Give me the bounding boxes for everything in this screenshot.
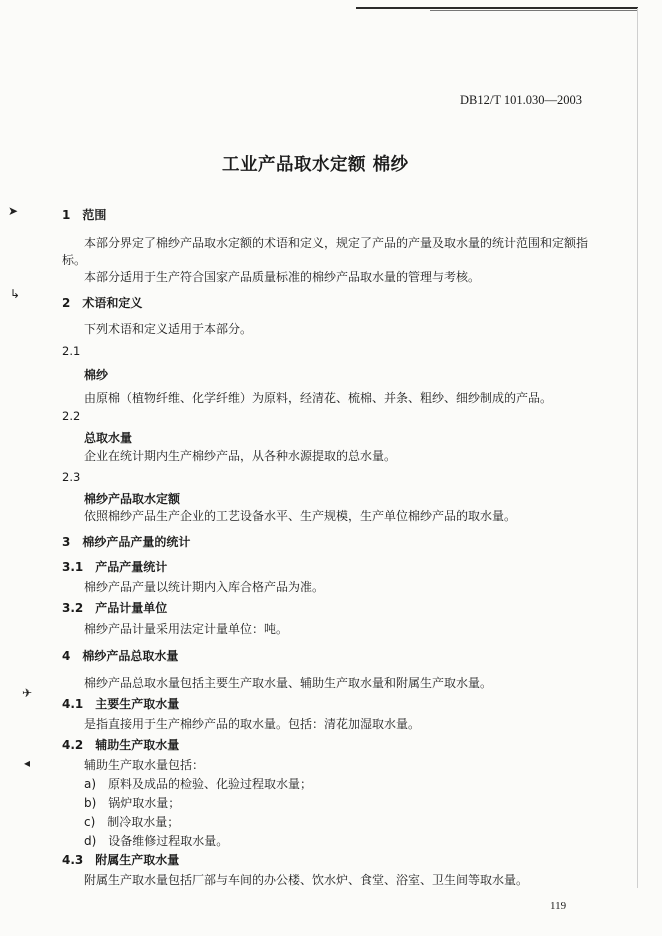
margin-mark: ◂ [24,756,31,770]
paragraph: 附属生产取水量包括厂部与车间的办公楼、饮水炉、食堂、浴室、卫生间等取水量。 [84,873,529,887]
paragraph: 棉纱产品总取水量包括主要生产取水量、辅助生产取水量和附属生产取水量。 [84,676,493,690]
subsection-heading: 4.2 辅助生产取水量 [62,738,180,752]
term-definition: 依照棉纱产品生产企业的工艺设备水平、生产规模，生产单位棉纱产品的取水量。 [84,509,517,523]
section-4-heading: 4 棉纱产品总取水量 [62,649,179,663]
section-1-heading: 1 范围 [62,208,107,222]
margin-mark: ➤ [8,204,19,218]
paragraph: 棉纱产品计量采用法定计量单位：吨。 [84,622,289,636]
document-code: DB12/T 101.030—2003 [460,93,582,107]
subsection-heading: 4.3 附属生产取水量 [62,853,180,867]
paragraph: 下列术语和定义适用于本部分。 [84,322,253,336]
paragraph: 辅助生产取水量包括： [84,758,205,772]
margin-mark: ✈ [22,686,33,700]
header-rule-secondary [430,10,638,11]
margin-mark: ↳ [10,287,21,301]
subsection-heading: 4.1 主要生产取水量 [62,697,180,711]
paragraph: 本部分界定了棉纱产品取水定额的术语和定义，规定了产品的产量及取水量的统计范围和定额指 [84,236,589,250]
term-number: 2.1 [62,344,81,358]
paragraph: 棉纱产品产量以统计期内入库合格产品为准。 [84,580,325,594]
term-title: 棉纱 [84,368,109,382]
term-definition: 由原棉（植物纤维、化学纤维）为原料，经清花、梳棉、并条、粗纱、细纱制成的产品。 [84,391,553,405]
paragraph: 是指直接用于生产棉纱产品的取水量。包括：清花加湿取水量。 [84,717,421,731]
paragraph: 本部分适用于生产符合国家产品质量标准的棉纱产品取水量的管理与考核。 [84,270,481,284]
list-item: c) 制冷取水量； [84,815,180,829]
list-item: d) 设备维修过程取水量。 [84,834,229,848]
subsection-heading: 3.1 产品产量统计 [62,560,168,574]
list-item: a) 原料及成品的检验、化验过程取水量； [84,777,313,791]
list-item: b) 锅炉取水量； [84,796,181,810]
page-number: 119 [550,900,567,912]
term-number: 2.3 [62,470,81,484]
section-3-heading: 3 棉纱产品产量的统计 [62,535,191,549]
term-title: 总取水量 [84,431,133,445]
subsection-heading: 3.2 产品计量单位 [62,601,168,615]
section-2-heading: 2 术语和定义 [62,296,143,310]
page-edge [637,8,638,888]
term-definition: 企业在统计期内生产棉纱产品，从各种水源提取的总水量。 [84,449,397,463]
term-title: 棉纱产品取水定额 [84,492,181,506]
paragraph: 标。 [62,253,87,267]
page-title: 工业产品取水定额 棉纱 [222,155,409,175]
term-number: 2.2 [62,409,81,423]
header-rule [356,7,638,9]
